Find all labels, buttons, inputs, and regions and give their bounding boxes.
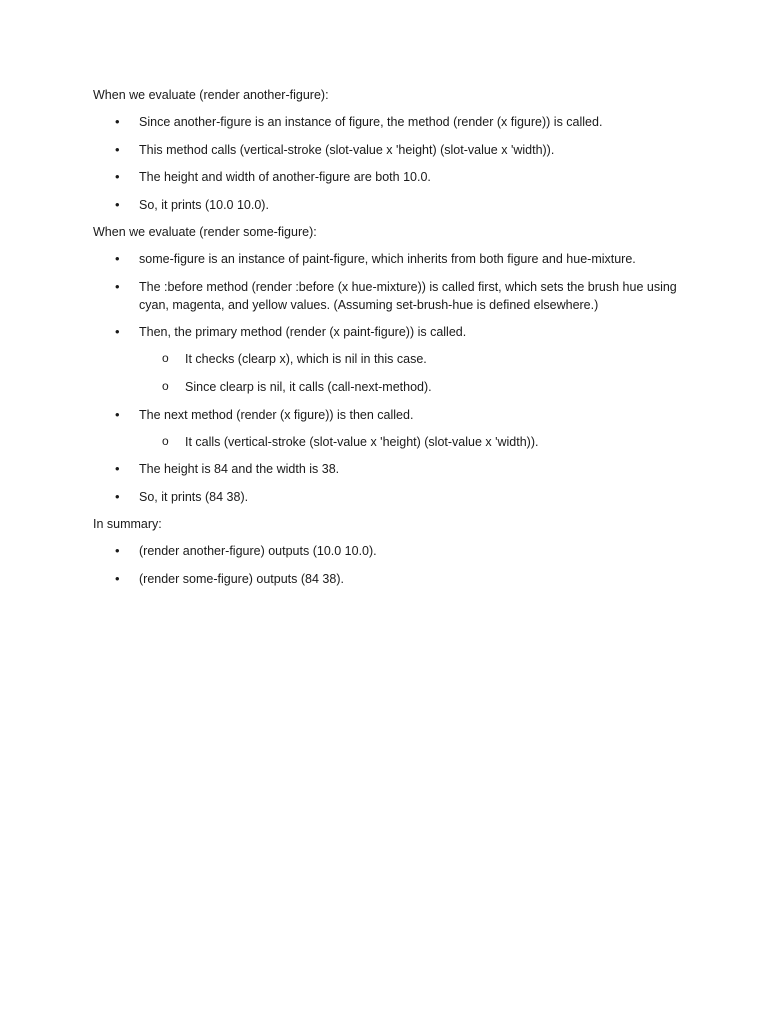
list-item — [93, 168, 683, 186]
bullet-icon: • — [115, 543, 120, 558]
list-item-text: This method calls (vertical-stroke (slot-value x 'height) (slot-value x 'width)). — [139, 142, 555, 157]
list-item-text: The height and width of another-figure are both 10.0. — [139, 170, 431, 184]
section-heading: In summary: — [93, 517, 162, 531]
bullet-icon: • — [115, 324, 120, 339]
circle-bullet-icon: o — [162, 433, 169, 448]
list-item-text: Since another-figure is an instance of figure, the method (render (x figure)) is called. — [139, 115, 603, 129]
circle-bullet-icon: o — [162, 379, 169, 393]
bullet-icon: • — [115, 488, 120, 504]
bullet-icon: • — [115, 114, 120, 129]
list-item-text: The next method (render (x figure)) is then called. — [139, 407, 414, 422]
list-item — [93, 141, 683, 159]
bullet-icon: • — [115, 196, 120, 212]
list-item-text: So, it prints (84 38). — [139, 489, 249, 504]
list-item-text: (render some-figure) outputs (84 38). — [139, 571, 344, 586]
list-item — [93, 406, 683, 451]
bullet-icon: • — [115, 278, 120, 294]
list-item — [93, 196, 683, 214]
document-page — [93, 86, 683, 597]
bullet-icon: • — [115, 570, 120, 586]
list-item — [93, 323, 683, 396]
sub-list-item-text: It calls (vertical-stroke (slot-value x 'height) (slot-value x 'width)). — [185, 434, 539, 449]
sub-list-item-text: It checks (clearp x), which is nil in this case. — [185, 352, 427, 366]
list-item — [93, 488, 683, 506]
list-item-text: So, it prints (10.0 10.0). — [139, 197, 269, 212]
sub-list-item — [139, 433, 683, 451]
list-item-text: The :before method (render :before (x hue-mixture)) is called first, which sets the brush hue using cyan, magenta, and yellow values. (Assuming set-brush-hue is defined elsewhere.) — [139, 279, 677, 312]
sub-list-item-text: Since clearp is nil, it calls (call-next-method). — [185, 380, 432, 394]
list-item-text: (render another-figure) outputs (10.0 10.0). — [139, 544, 377, 558]
list-item — [93, 113, 683, 131]
bullet-icon: • — [115, 251, 120, 266]
bullet-icon: • — [115, 169, 120, 184]
sub-list-item — [139, 350, 683, 368]
sub-bullet-list — [139, 433, 683, 451]
section-heading: When we evaluate (render some-figure): — [93, 225, 317, 239]
circle-bullet-icon: o — [162, 351, 169, 365]
bullet-list — [93, 113, 683, 214]
list-item — [93, 278, 683, 314]
list-item-text: Then, the primary method (render (x paint-figure)) is called. — [139, 325, 467, 339]
sub-bullet-list — [139, 350, 683, 396]
sub-list-item — [139, 378, 683, 396]
bullet-list — [93, 250, 683, 506]
bullet-list — [93, 542, 683, 588]
bullet-icon: • — [115, 141, 120, 157]
bullet-icon: • — [115, 461, 120, 476]
list-item-text: The height is 84 and the width is 38. — [139, 462, 340, 476]
list-item — [93, 570, 683, 588]
list-item-text: some-figure is an instance of paint-figure, which inherits from both figure and hue-mixture. — [139, 252, 636, 266]
list-item — [93, 250, 683, 268]
bullet-icon: • — [115, 406, 120, 422]
list-item — [93, 460, 683, 478]
list-item — [93, 542, 683, 560]
section-heading: When we evaluate (render another-figure): — [93, 88, 329, 102]
